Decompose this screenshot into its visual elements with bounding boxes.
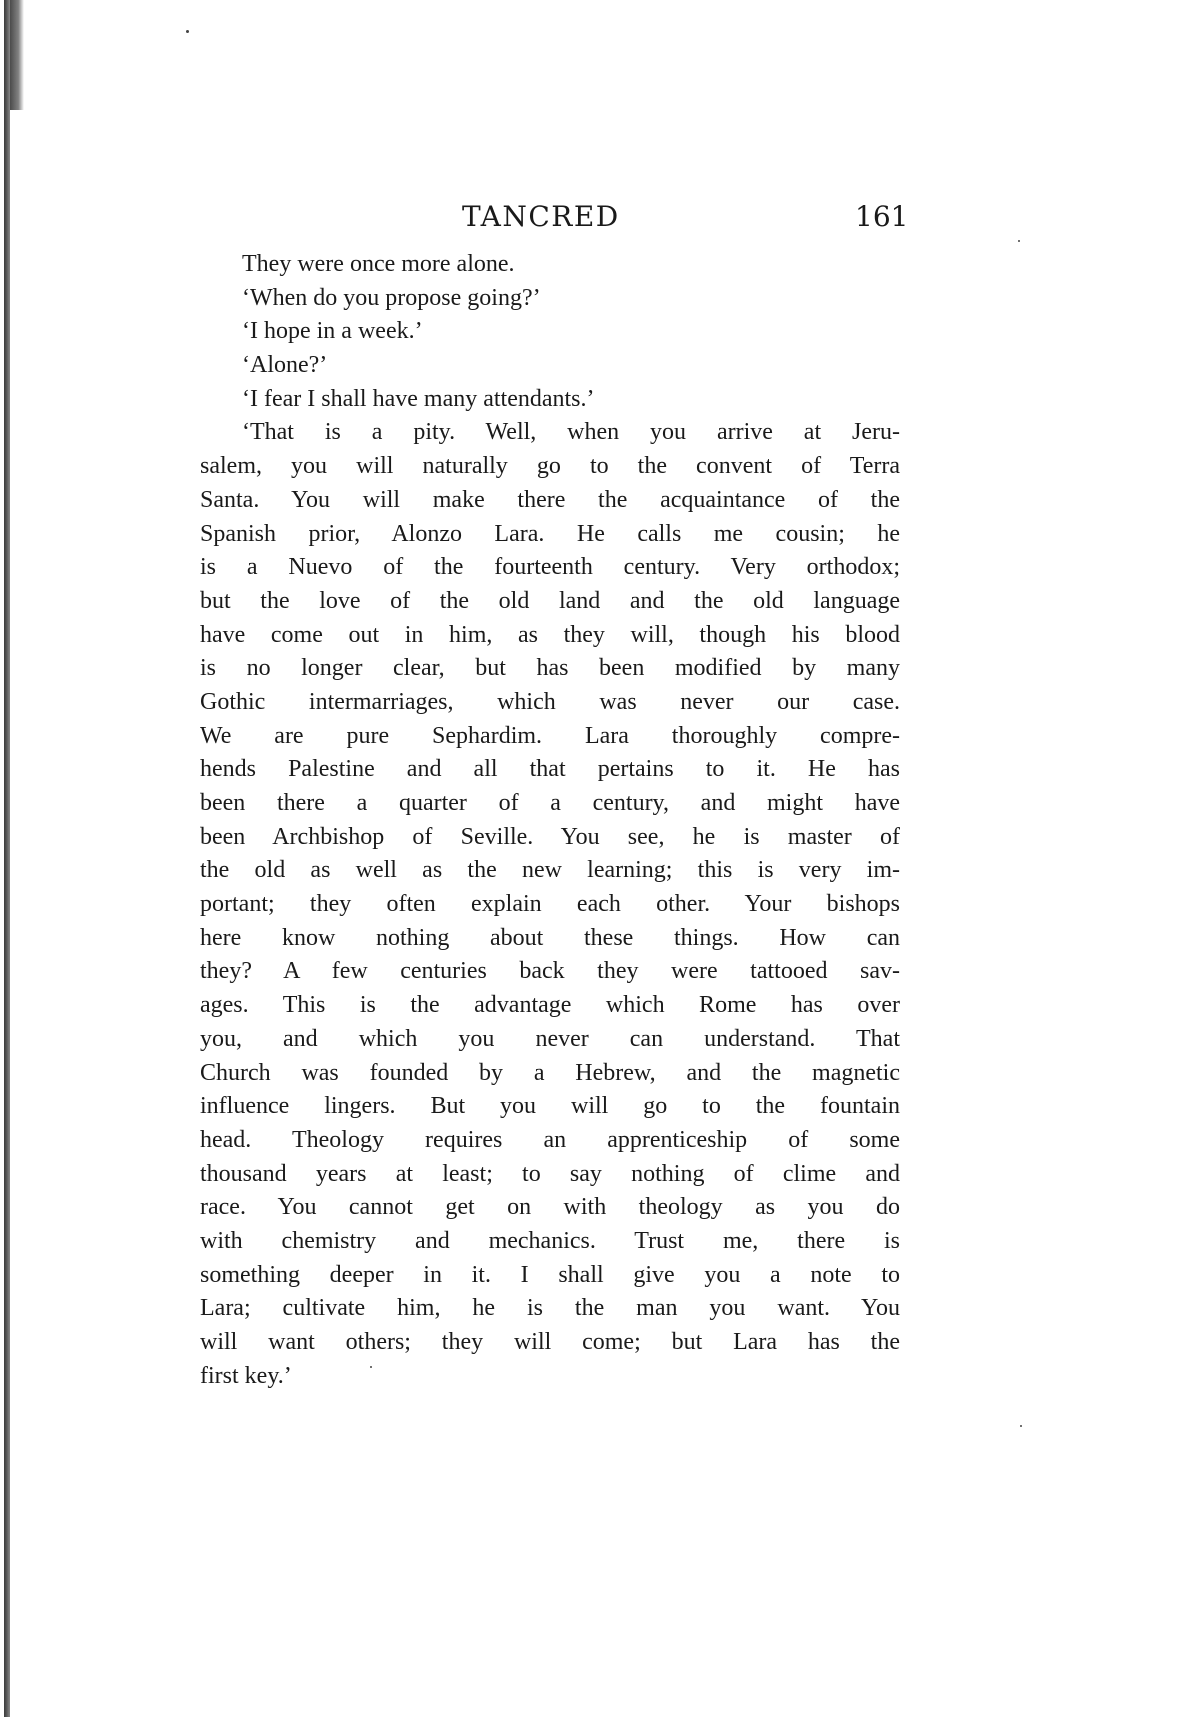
- text-line: thousand years at least; to say nothing of clime and: [200, 1160, 900, 1187]
- text-line: will want others; they will come; but Lara has the: [200, 1329, 900, 1355]
- text-line: is no longer clear, but has been modified by many: [200, 655, 900, 682]
- text-line: they? A few centuries back they were tattooed sav-: [200, 958, 900, 985]
- text-line: race. You cannot get on with theology as you do: [200, 1194, 900, 1221]
- text-line: ‘I fear I shall have many attendants.’: [242, 385, 595, 412]
- body-text: [200, 248, 900, 1393]
- text-line: Gothic intermarriages, which was never our case.: [200, 688, 900, 715]
- text-line: with chemistry and mechanics. Trust me, there is: [200, 1227, 900, 1254]
- text-line: ‘When do you propose going?’: [242, 284, 541, 311]
- running-head-title: TANCRED: [462, 200, 620, 233]
- text-line: Spanish prior, Alonzo Lara. He calls me cousin; he: [200, 520, 900, 547]
- text-line: Church was founded by a Hebrew, and the magnetic: [200, 1059, 900, 1086]
- text-line: first key.’: [200, 1362, 292, 1389]
- text-line: Lara; cultivate him, he is the man you want. You: [200, 1295, 900, 1322]
- text-line: They were once more alone.: [242, 251, 515, 277]
- text-line: portant; they often explain each other. Your bishops: [200, 891, 900, 918]
- text-line: salem, you will naturally go to the convent of Terra: [200, 453, 900, 480]
- text-line: you, and which you never can understand. That: [200, 1025, 900, 1052]
- scan-speck: [1018, 240, 1020, 242]
- running-head: [200, 200, 909, 240]
- text-line: have come out in him, as they will, though his blood: [200, 621, 900, 648]
- scanned-binding-shadow: [10, 0, 24, 110]
- text-line: been Archbishop of Seville. You see, he is master of: [200, 823, 900, 850]
- text-line: here know nothing about these things. How can: [200, 924, 900, 951]
- text-line: the old as well as the new learning; this is very im-: [200, 857, 900, 884]
- text-line: been there a quarter of a century, and might have: [200, 790, 900, 816]
- scan-speck: [186, 30, 189, 33]
- text-line: We are pure Sephardim. Lara thoroughly compre-: [200, 722, 900, 749]
- page-number: 161: [855, 200, 909, 233]
- text-line: ‘Alone?’: [242, 352, 328, 379]
- text-line: influence lingers. But you will go to the fountain: [200, 1093, 900, 1120]
- scan-speck: [1020, 1425, 1022, 1427]
- text-line: but the love of the old land and the old language: [200, 587, 900, 614]
- text-line: ‘I hope in a week.’: [242, 318, 423, 345]
- text-line: ages. This is the advantage which Rome has over: [200, 992, 900, 1019]
- text-line: is a Nuevo of the fourteenth century. Very orthodox;: [200, 554, 900, 581]
- text-line: ‘That is a pity. Well, when you arrive at Jeru-: [242, 419, 900, 446]
- text-line: Santa. You will make there the acquaintance of the: [200, 486, 900, 513]
- text-line: hends Palestine and all that pertains to it. He has: [200, 756, 900, 783]
- text-line: head. Theology requires an apprenticeship of some: [200, 1126, 900, 1153]
- text-line: something deeper in it. I shall give you a note to: [200, 1261, 900, 1288]
- scanned-page-edge: [4, 0, 10, 1717]
